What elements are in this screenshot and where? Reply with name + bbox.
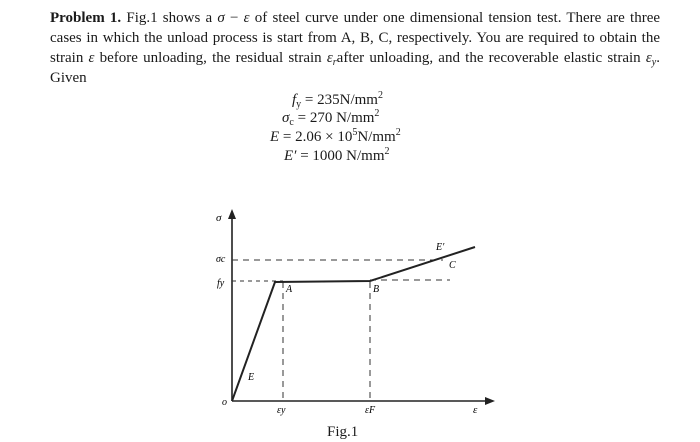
sigma-c-label: σc <box>216 254 226 265</box>
problem-label: Problem 1. <box>50 10 122 26</box>
fy-exp: 2 <box>377 90 383 101</box>
E-rhs-b: N/mm <box>357 129 396 145</box>
epsilon-symbol-2: ε <box>88 50 95 66</box>
point-C-label: C <box>449 260 456 271</box>
Ep-rhs: = 1000 N/mm <box>296 148 385 164</box>
equation-E <box>270 127 401 147</box>
Ep-exp: 2 <box>384 146 390 157</box>
sc-exp: 2 <box>374 108 380 119</box>
equation-E-prime <box>284 146 390 166</box>
sc-lhs: σ <box>282 110 290 126</box>
sigma-symbol: σ <box>217 10 225 26</box>
sigma-axis-arrow <box>228 209 236 219</box>
sc-rhs: = 270 N/mm <box>293 110 375 126</box>
problem-statement <box>50 8 660 88</box>
E-exp: 5 <box>352 127 358 138</box>
E-lhs: E <box>270 129 280 145</box>
E-label: E <box>248 372 255 383</box>
E-prime-label: E′ <box>436 242 445 253</box>
epsilon-r-symbol <box>327 50 337 66</box>
problem-text-3: before unloading, the residual strain <box>94 50 327 66</box>
minus-symbol: − <box>224 10 244 26</box>
eps-y-label: εy <box>277 405 286 416</box>
origin-label: o <box>222 397 227 408</box>
axis-eps-label: ε <box>473 404 478 416</box>
stress-strain-curve <box>232 247 475 401</box>
problem-text-4: after unloading, and the recoverable elastic strain <box>336 50 646 66</box>
point-B-label: B <box>373 284 380 295</box>
eps-F-label: εF <box>365 405 376 416</box>
problem-text-2: of steel curve under one dimensional tension test. There are three cases in which the unload process is start from A, B, C, respectively. You are required to obtain the strain <box>50 10 661 66</box>
epsilon-y-symbol <box>646 50 656 66</box>
epsilon-r-sub: r <box>332 57 337 68</box>
fy-lhs: f <box>292 92 297 108</box>
figure-caption: Fig.1 <box>327 424 359 440</box>
epsilon-axis-arrow <box>485 397 495 405</box>
equation-sigma-c <box>282 108 379 128</box>
epsilon-r-base: ε <box>326 50 333 66</box>
epsilon-y-base: ε <box>645 50 652 66</box>
E-rhs-a: = 2.06 × 10 <box>279 129 353 145</box>
fy-sub: y <box>296 99 302 110</box>
problem-text-1: Fig.1 shows a <box>126 10 218 26</box>
E-exp-2: 2 <box>395 127 401 138</box>
problem-text-5: . Given <box>50 50 660 86</box>
fy-rhs: = 235N/mm <box>301 92 378 108</box>
equation-fy <box>292 90 383 110</box>
stress-strain-figure <box>205 205 495 420</box>
axis-sigma-label: σ <box>216 212 222 224</box>
epsilon-y-sub: y <box>651 57 657 68</box>
epsilon-symbol: ε <box>243 10 250 26</box>
Ep-lhs: E′ <box>284 148 297 164</box>
point-A-label: A <box>286 284 293 295</box>
sc-sub: c <box>289 117 294 128</box>
fy-label: fy <box>217 278 225 289</box>
